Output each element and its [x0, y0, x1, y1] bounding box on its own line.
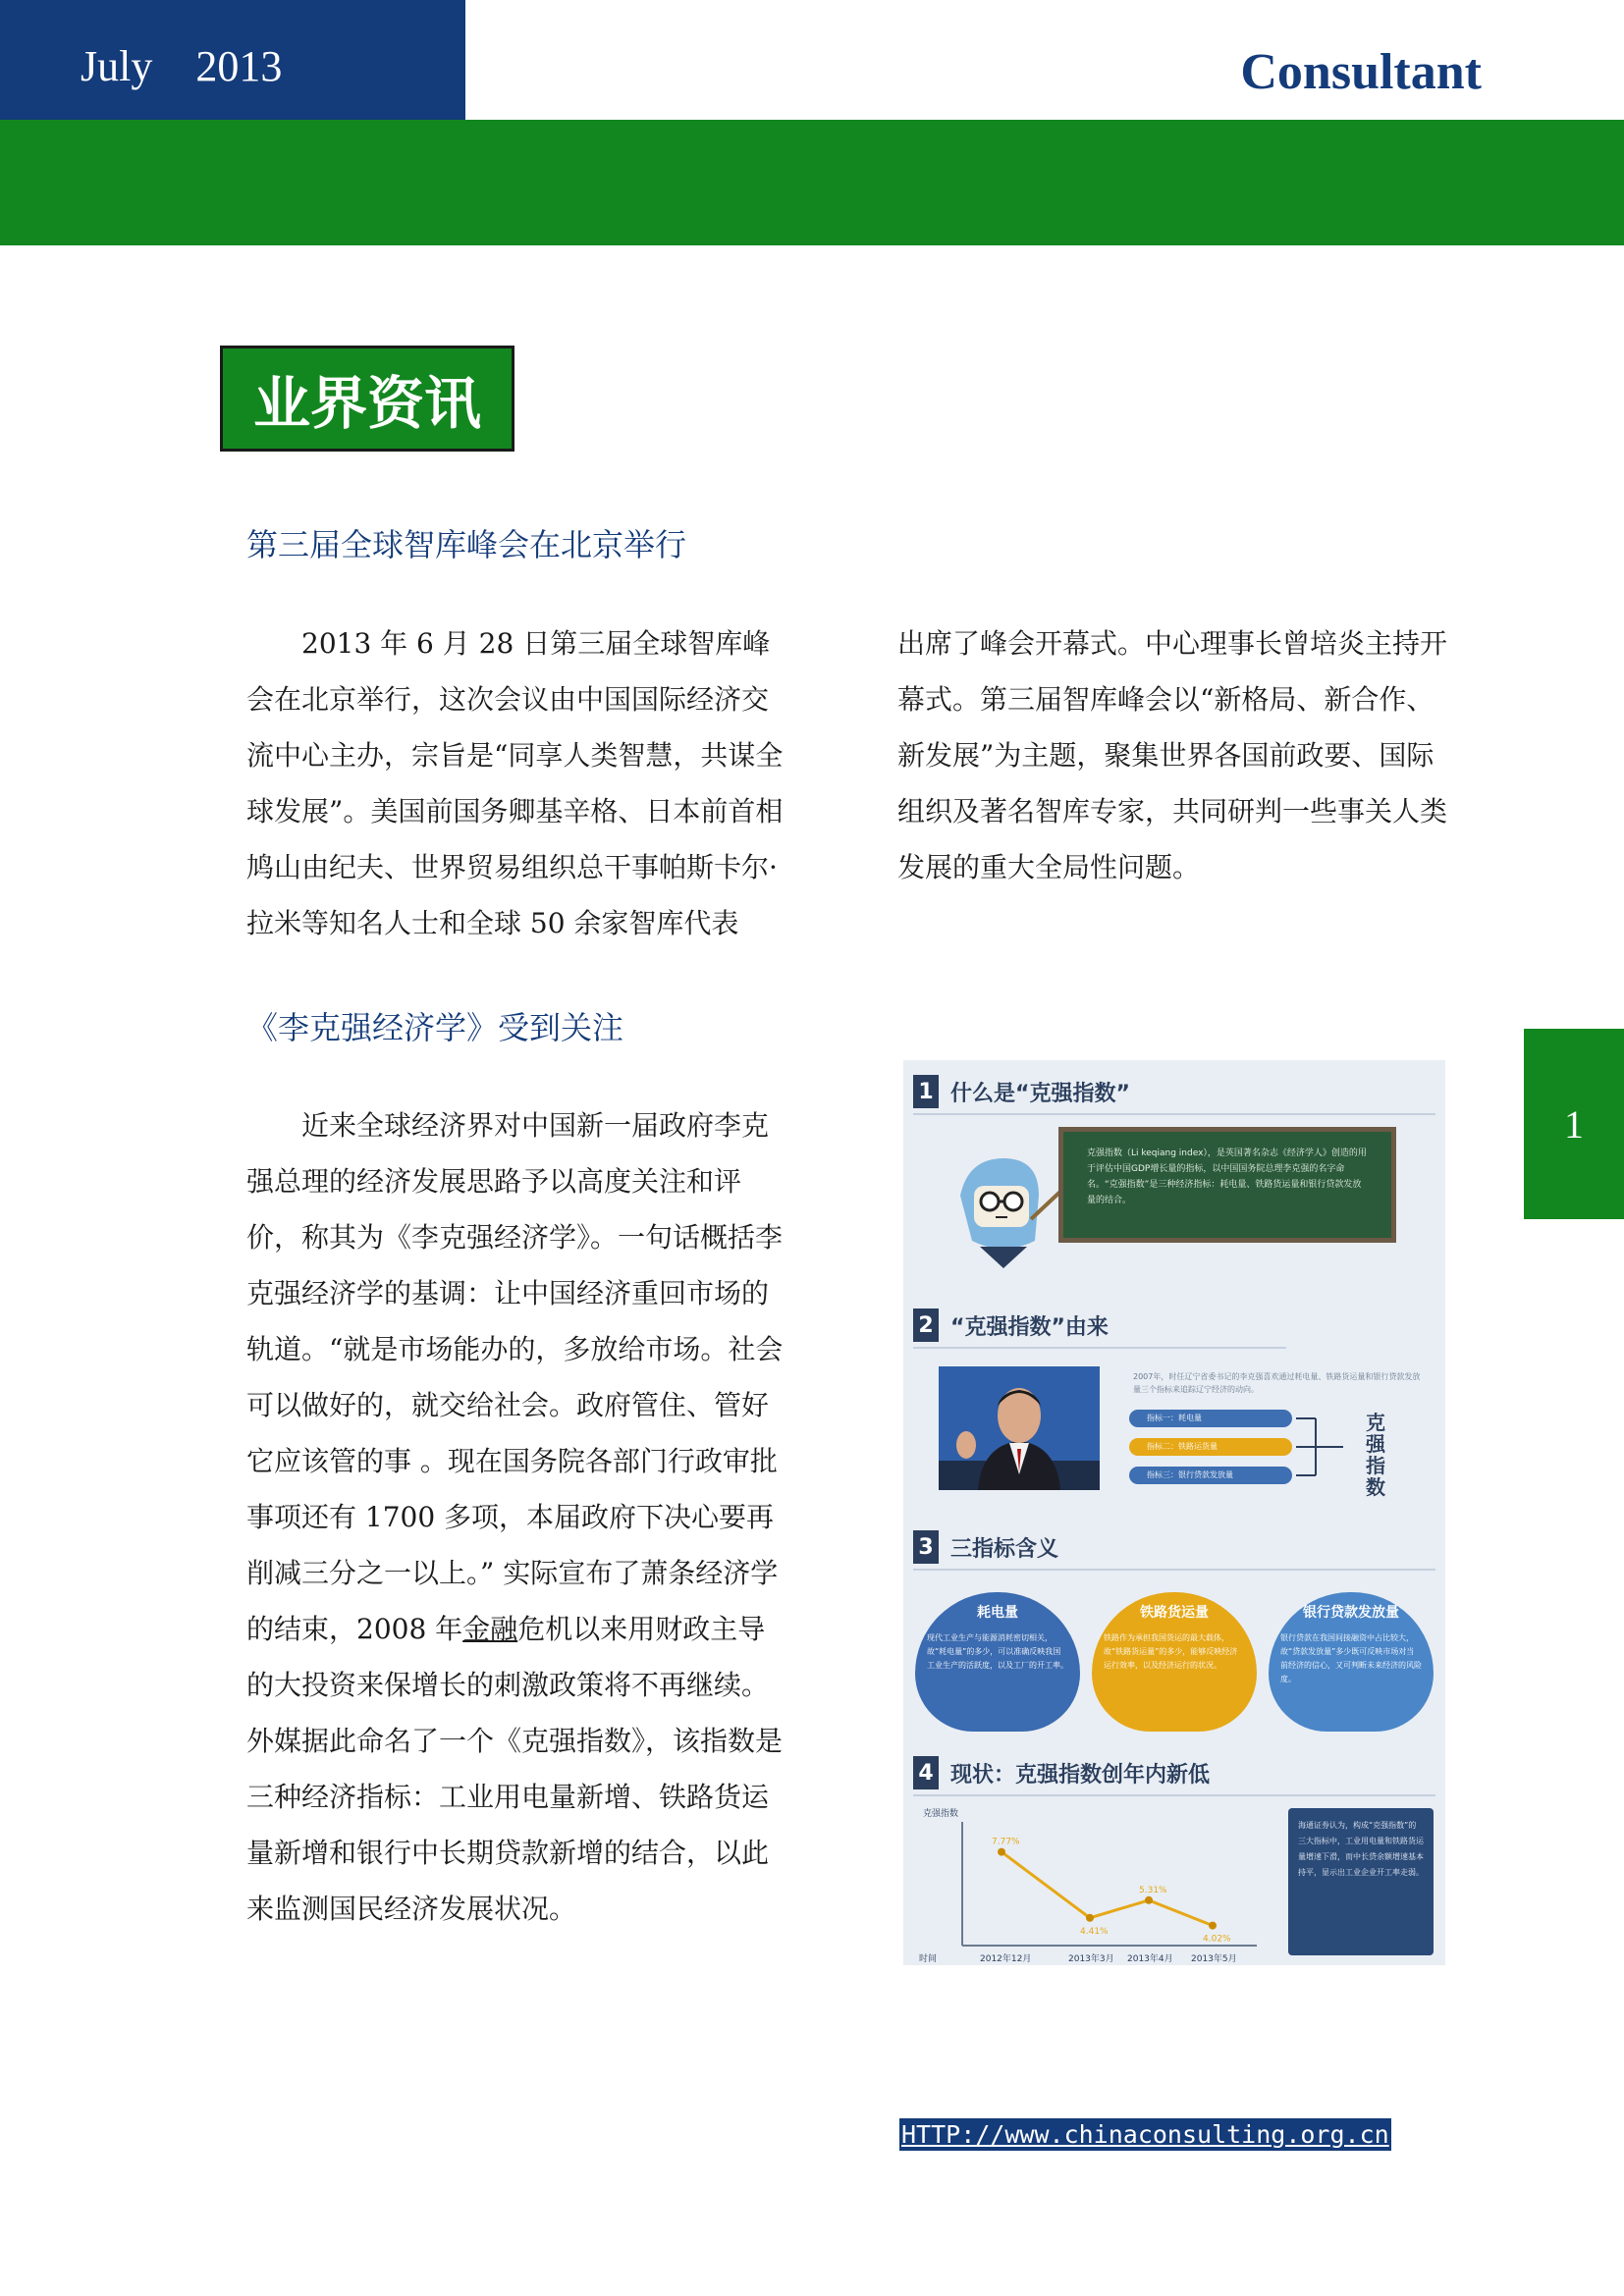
article1-col2: 出席了峰会开幕式。中心理事长曾培炎主持开幕式。第三届智库峰会以“新格局、新合作、新发展”为主题，聚集世界各国前政要、国际组织及著名智库专家，共同研判一些事关人类发展的重大全局性问题。	[897, 627, 1448, 883]
ig-section4-title: 现状：克强指数创年内新低	[950, 1762, 1211, 1788]
chart-point	[1145, 1896, 1153, 1904]
ig-section2-number: 2	[913, 1308, 939, 1342]
ig-section3-number: 3	[913, 1530, 939, 1564]
ig-section1-heading	[913, 1072, 1130, 1111]
article2-title: 《李克强经济学》受到关注	[246, 1009, 624, 1046]
ig-section1-title: 什么是“克强指数”	[950, 1081, 1130, 1106]
ig-dome-loans	[1269, 1592, 1434, 1732]
ig-dome-desc: 银行贷款在我国间接融资中占比较大，故“贷款发放量”多少既可反映市场对当前经济的信心，又可判断未来经济的风险度。	[1280, 1633, 1422, 1683]
keqiang-index-infographic	[903, 1060, 1445, 1965]
chart-x-tick-label: 2013年5月	[1191, 1954, 1237, 1964]
issue-date: July 2013	[81, 42, 283, 90]
ig-bracket	[1296, 1410, 1355, 1488]
ig-dome-railway	[1092, 1592, 1257, 1732]
ig-dome-desc: 现代工业生产与能源消耗密切相关，故“耗电量”的多少，可以准确反映我国工业生产的活跃度，以及工厂的开工率。	[927, 1633, 1068, 1670]
ig-section1-number: 1	[913, 1075, 939, 1108]
ig-rule	[913, 1347, 1286, 1349]
ig-dome-electricity	[915, 1592, 1080, 1732]
chart-x-tick-label: 2012年12月	[980, 1954, 1032, 1964]
ig-definition-board: 克强指数（Li keqiang index），是英国著名杂志《经济学人》创造的用于评估中国GDP增长量的指标，以中国国务院总理李克强的名字命名。“克强指数”是三种经济指标：耗电量、铁路货运量和银行贷款发放量的结合。	[1058, 1127, 1396, 1243]
ig-rule	[913, 1569, 1435, 1571]
website-link[interactable]: HTTP://www.chinaconsulting.org.cn	[901, 2120, 1389, 2149]
ig-section4-number: 4	[913, 1756, 939, 1789]
ig-dome-title: 银行贷款发放量	[1303, 1605, 1399, 1621]
chart-x-label: 时间	[919, 1954, 938, 1964]
ig-dome-desc: 铁路作为承担我国货运的最大载体，故“铁路货运量”的多少，能够反映经济运行效率，以及经济运行的状况。	[1104, 1633, 1238, 1670]
chart-point	[998, 1848, 1005, 1856]
chart-value-label: 4.02%	[1203, 1934, 1231, 1945]
chart-value-label: 4.41%	[1080, 1926, 1109, 1937]
chart-x-tick-label: 2013年4月	[1127, 1954, 1173, 1964]
header-green-band	[0, 120, 1624, 245]
ig-indicator-pill-3: 指标三：银行贷款发放量	[1129, 1467, 1292, 1484]
ig-rule	[913, 1113, 1435, 1115]
chart-point	[1209, 1922, 1217, 1930]
article2-body: 近来全球经济界对中国新一届政府李克强总理的经济发展思路予以高度关注和评价，称其为《李克强经济学》。一句话概括李克强经济学的基调：让中国经济重回市场的轨道。“就是市场能办的，多放给市场。社会可以做好的，就交给社会。政府管住、管好它应该管的事 。现在国务院各部门行政审批事项还有 1700 多项，本届政府下决心要再削减三分之一以上。” 实际宣布了萧条经济学的结束，2008 年金融危机以来用财政主导的大投资来保增长的刺激政策将不再继续。外媒据此命名了一个《克强指数》，该指数是三种经济指标：工业用电量新增、铁路货运量新增和银行中长期贷款新增的结合，以此来监测国民经济发展状况。	[246, 1109, 784, 1925]
chart-y-label: 克强指数	[923, 1809, 959, 1819]
section-title: 业界资讯	[220, 346, 514, 452]
teacher-mascot-icon	[941, 1147, 1068, 1274]
ig-section4-heading	[913, 1753, 1210, 1792]
chart-x-tick-label: 2013年3月	[1068, 1954, 1114, 1964]
ig-dome-title: 耗电量	[977, 1605, 1018, 1621]
ig-indicator-pill-1: 指标一：耗电量	[1129, 1410, 1292, 1427]
ig-section3-heading	[913, 1527, 1058, 1567]
ig-keqiang-vertical-label: 克强指数	[1366, 1411, 1385, 1499]
ig-section2-title: “克强指数”由来	[950, 1314, 1109, 1340]
chart-value-label: 5.31%	[1139, 1885, 1167, 1896]
page-number: 1	[1524, 1029, 1624, 1219]
chart-series-line	[1001, 1852, 1213, 1926]
brand-title: Consultant	[1240, 44, 1482, 100]
chart-point	[1086, 1914, 1094, 1922]
premier-photo	[939, 1366, 1100, 1490]
ig-dome-title: 铁路货运量	[1140, 1605, 1209, 1621]
article1-col1: 2013 年 6 月 28 日第三届全球智库峰会在北京举行，这次会议由中国国际经济交流中心主办，宗旨是“同享人类智慧，共谋全球发展”。美国前国务卿基辛格、日本前首相鸠山由纪夫、世界贸易组织总干事帕斯卡尔·拉米等知名人士和全球 50 余家智库代表	[246, 627, 784, 939]
ig-haitong-note: 海通证券认为，构成“克强指数”的三大指标中，工业用电量和铁路货运量增速下滑，而中长贷余额增速基本持平，显示出工业企业开工率走弱。	[1288, 1808, 1434, 1955]
article1-title: 第三届全球智库峰会在北京举行	[246, 526, 687, 563]
ig-section3-title: 三指标含义	[950, 1536, 1059, 1562]
ig-section2-heading	[913, 1306, 1109, 1345]
financial-link-text[interactable]: 金融	[462, 1613, 518, 1645]
header-date-bar	[0, 0, 465, 120]
ig-indicator-pill-2: 指标二：铁路运货量	[1129, 1438, 1292, 1456]
ig-rule	[913, 1794, 1435, 1796]
chart-value-label: 7.77%	[992, 1837, 1020, 1847]
keqiang-index-chart	[903, 1798, 1286, 1965]
ig-origin-desc: 2007年，时任辽宁省委书记的李克强喜欢通过耗电量、铁路货运量和银行贷款发放量三个指标来追踪辽宁经济的动向。	[1133, 1372, 1421, 1394]
